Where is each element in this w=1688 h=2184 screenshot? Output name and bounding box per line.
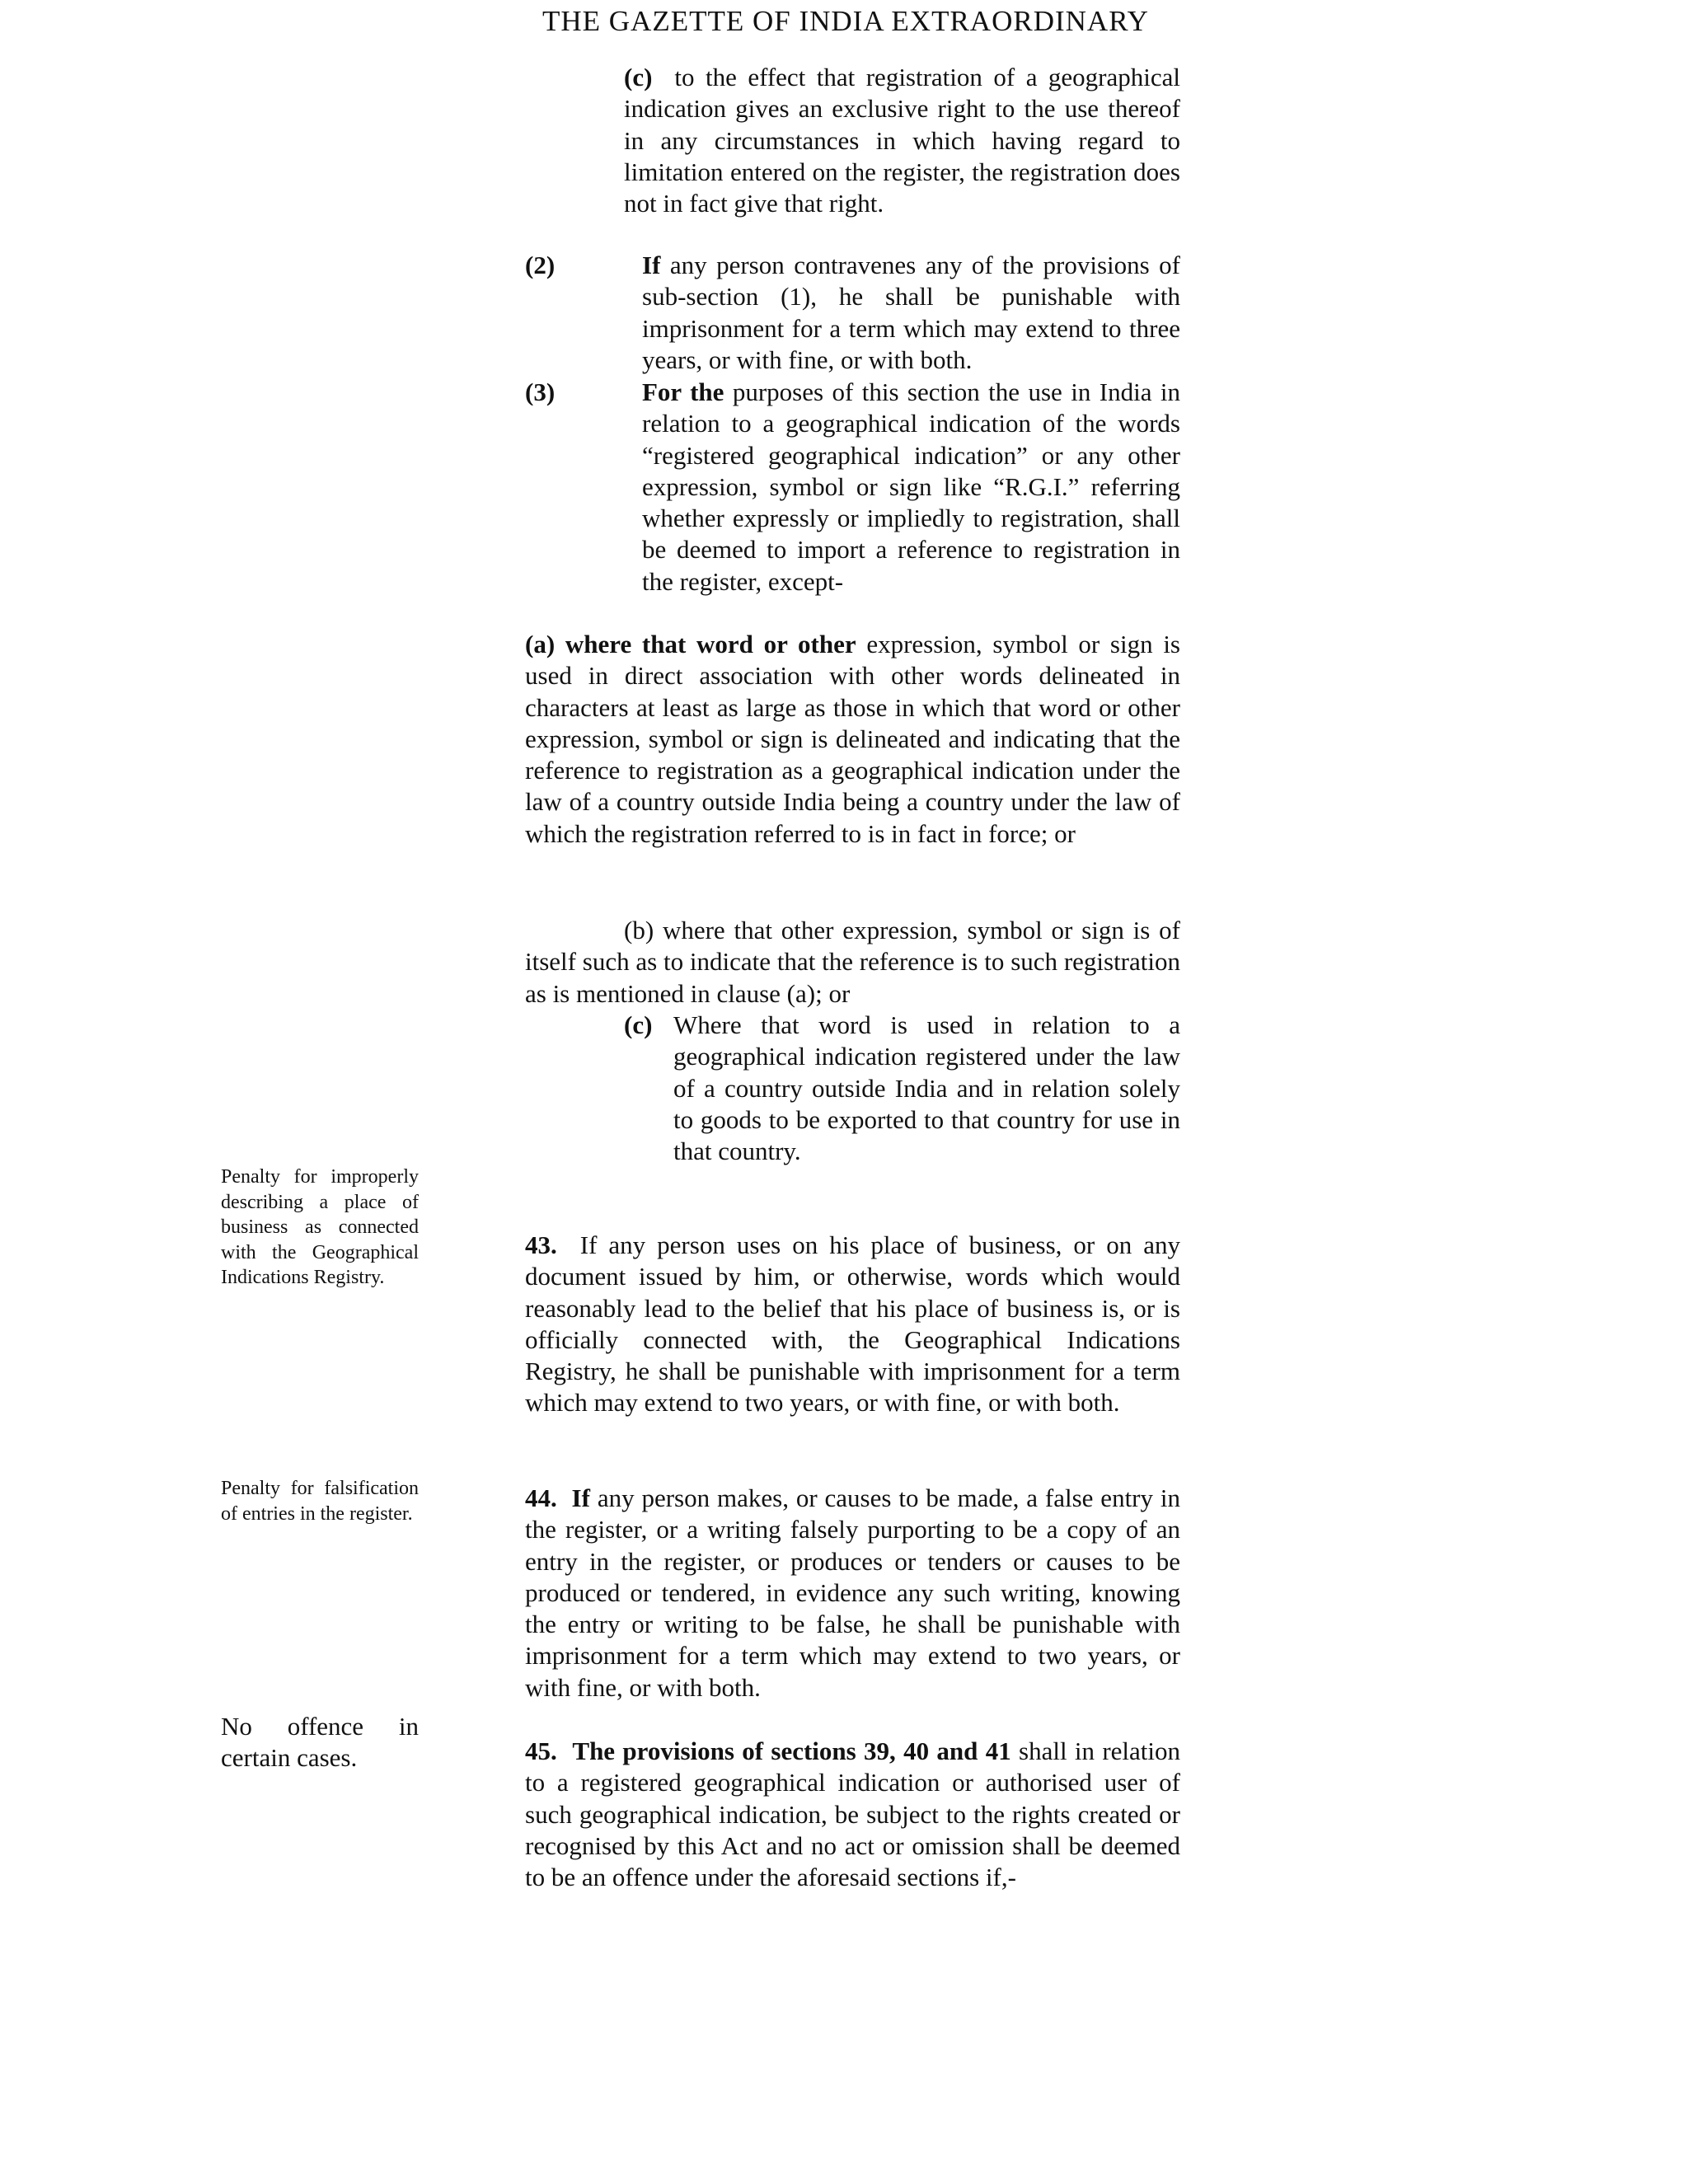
- subsection-2: [525, 250, 1180, 376]
- clause-text: Where that word is used in relation to a geographical indication registered under the law of a country outside India and in relation solely to goods to be exported to that country for use in that country.: [673, 1010, 1180, 1166]
- margin-note-45: No offence in certain cases.: [221, 1712, 419, 1773]
- section-text: any person makes, or causes to be made, a false entry in the register, or a writing falsely purporting to be a copy of an entry in the register, or produces or tenders or causes to be produced or tendered, in evidence any such writing, knowing the entry or writing to be false, he shall be punishable with imprisonment for a term which may extend to two years, or with fine, or with both.: [525, 1483, 1181, 1702]
- margin-note-43: Penalty for improperly describing a place of business as connected with the Geographical Indications Registry.: [221, 1166, 419, 1288]
- section-text: If any person uses on his place of business, or on any document issued by him, or otherwise, words which would reasonably lead to the belief that his place of business is, or is officially connected with, the Geographical Indications Registry, he shall be punishable with imprisonment for a term which may extend to two years, or with fine, or with both.: [525, 1230, 1181, 1418]
- section-45: [525, 1736, 1180, 1893]
- section-lead: The provisions of sections 39, 40 and 41: [572, 1736, 1011, 1765]
- clause-lead: (a) where that word or other: [525, 630, 856, 658]
- subsection-number: (2): [525, 251, 556, 279]
- gazette-header: THE GAZETTE OF INDIA EXTRAORDINARY: [542, 5, 1149, 37]
- section-number: 45.: [525, 1736, 557, 1765]
- clause-text: expression, symbol or sign is used in direct association with other words delineated in characters at least as large as those in which that word or other expression, symbol or sign is delineated and indicating that the reference to registration as a geographical indication under the law of a country outside India being a country under the law of which the registration referred to is in fact in force; or: [525, 630, 1180, 848]
- section-lead: If: [571, 1483, 590, 1512]
- subsection-number: (3): [525, 377, 556, 406]
- section-text: shall in relation to a registered geographical indication or authorised user of such geographical indication, be subject to the rights created or recognised by this Act and no act or omission shall be deemed to be an offence under the aforesaid sections if,-: [525, 1736, 1181, 1892]
- subsection-lead: If: [642, 251, 661, 279]
- clause-label: (c): [624, 1010, 653, 1039]
- section-44: [525, 1483, 1180, 1704]
- clause-c-top: [624, 62, 1180, 219]
- section-number: 43.: [525, 1230, 557, 1259]
- clause-c-bottom: [624, 1010, 1180, 1167]
- subsection-3: [525, 377, 1180, 598]
- clause-a: [525, 629, 1180, 850]
- subsection-lead: For the: [642, 377, 724, 406]
- section-43: [525, 1230, 1180, 1419]
- subsection-text: purposes of this section the use in India in relation to a geographical indication of the words “registered geographical indication” or any other expression, symbol or sign like “R.G.I.” referring whether expressly or impliedly to registration, shall be deemed to import a reference to registration in the register, except-: [642, 377, 1181, 596]
- subsection-text: any person contravenes any of the provisions of sub-section (1), he shall be punishable with imprisonment for a term which may extend to three years, or with fine, or with both.: [642, 251, 1180, 374]
- margin-note-44: Penalty for falsification of entries in the register.: [221, 1478, 419, 1525]
- clause-label: (c): [624, 63, 653, 91]
- clause-text: (b) where that other expression, symbol or sign is of itself such as to indicate that the reference is to such registration as is mentioned in clause (a); or: [525, 916, 1180, 1008]
- clause-b: [525, 915, 1180, 1010]
- clause-text: to the effect that registration of a geographical indication gives an exclusive right to the use thereof in any circumstances in which having regard to limitation entered on the register, the registration does not in fact give that right.: [624, 63, 1181, 218]
- section-number: 44.: [525, 1483, 557, 1512]
